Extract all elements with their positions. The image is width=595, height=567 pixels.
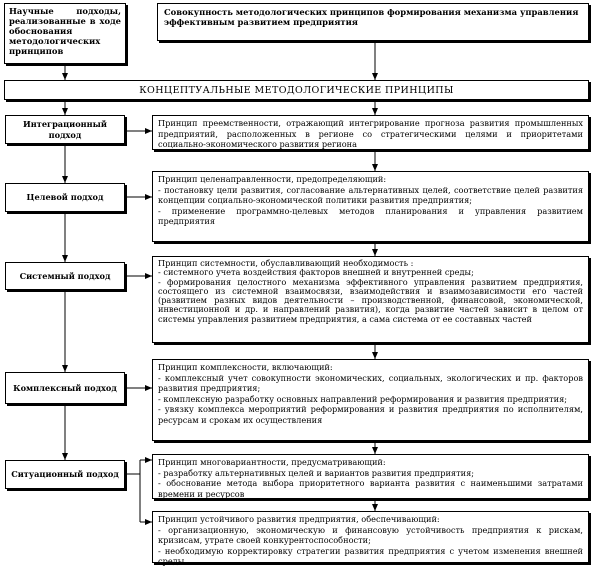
approach-label: Системный подход [19,270,111,281]
principle-line: Принцип устойчивого развития предприятия, обеспечивающий: [158,514,440,524]
principle-line: - обоснование метода выбора приоритетного варианта развития с наименьшими затратами времени и ресурсов [158,478,583,499]
principle-continuity [152,115,589,150]
principle-purposefulness [152,171,589,242]
approach-complex [5,372,125,404]
principle-line: Принцип преемственности, отражающий интегрирование прогноза развития промышленных предприятий, расположенных в регионе со стратегическими целями и приоритетами социально-экономического развития региона [158,118,583,150]
principle-line: Принцип целенаправленности, предопределяющий: [158,174,387,184]
scientific-approaches-text: Научные подходы, реализованные в ходе обоснования методологических принципов [9,6,121,56]
principles-set-box [157,3,589,41]
principle-line: - организационную, экономическую и финансовую устойчивость предприятия к рискам, кризисам, утрате своей конкурентоспособности; [158,524,583,546]
principle-complexity [152,359,589,441]
principle-line: - формирования целостного механизма эффективного управления развитием предприятия, состоящего из системной взаимосвязи, взаимодействия и взаимозависимости его частей (развитием разных видов деятельности – производственной, финансовой, экономической, инвестиционной и др. и направлений развития), когда развитие частей зависит в целом от системы управления развитием предприятия, а сама система от ее составных частей [158,276,583,324]
principle-line: - комплексный учет совокупности экономических, социальных, экологических и пр. факторов развития предприятия; [158,372,583,394]
approach-label: Комплексный подход [13,382,117,393]
approach-label: Целевой подход [26,192,104,203]
approach-systemic [5,262,125,290]
principle-line: Принцип многовариантности, предусматривающий: [158,457,386,467]
principles-set-text: Совокупность методологических принципов формирования механизма управления эффективным развитием предприятия [164,7,579,27]
principle-line: - постановку цели развития, согласование альтернативных целей, соответствие целей развития концепции социально-экономической политики развития предприятия; [158,184,583,206]
principle-line: Принцип комплексности, включающий: [158,362,333,372]
principle-line: - системного учета воздействия факторов внешней и внутренней среды; [158,267,474,278]
scientific-approaches-box [4,3,126,64]
principle-systemicity [152,256,589,343]
approach-target [5,183,125,212]
principle-multivariance [152,454,589,499]
conceptual-principles-header [4,80,589,100]
principle-sustainable-development [152,511,589,567]
conceptual-principles-title: КОНЦЕПТУАЛЬНЫЕ МЕТОДОЛОГИЧЕСКИЕ ПРИНЦИПЫ [139,84,454,96]
approach-integration [5,115,125,144]
principle-line: Принцип системности, обуславливающий необходимость : [158,258,414,268]
principle-line: - увязку комплекса мероприятий реформирования и развития предприятия по исполнителям, ресурсам и срокам их осуществления [158,404,583,425]
principle-line: - необходимую корректировку стратегии развития предприятия с учетом изменения внешней среды [158,545,583,567]
approach-label: Ситуационный подход [11,469,119,480]
principle-line: - применение программно-целевых методов планирования и управления развитием предприятия [158,205,583,227]
approach-label: Интеграционный подход [23,119,107,140]
principle-line: - комплексную разработку основных направлений реформирования и развития предприятия; [158,393,567,404]
principle-line: - разработку альтернативных целей и вариантов развития предприятия; [158,467,474,478]
approach-situational [5,460,125,489]
